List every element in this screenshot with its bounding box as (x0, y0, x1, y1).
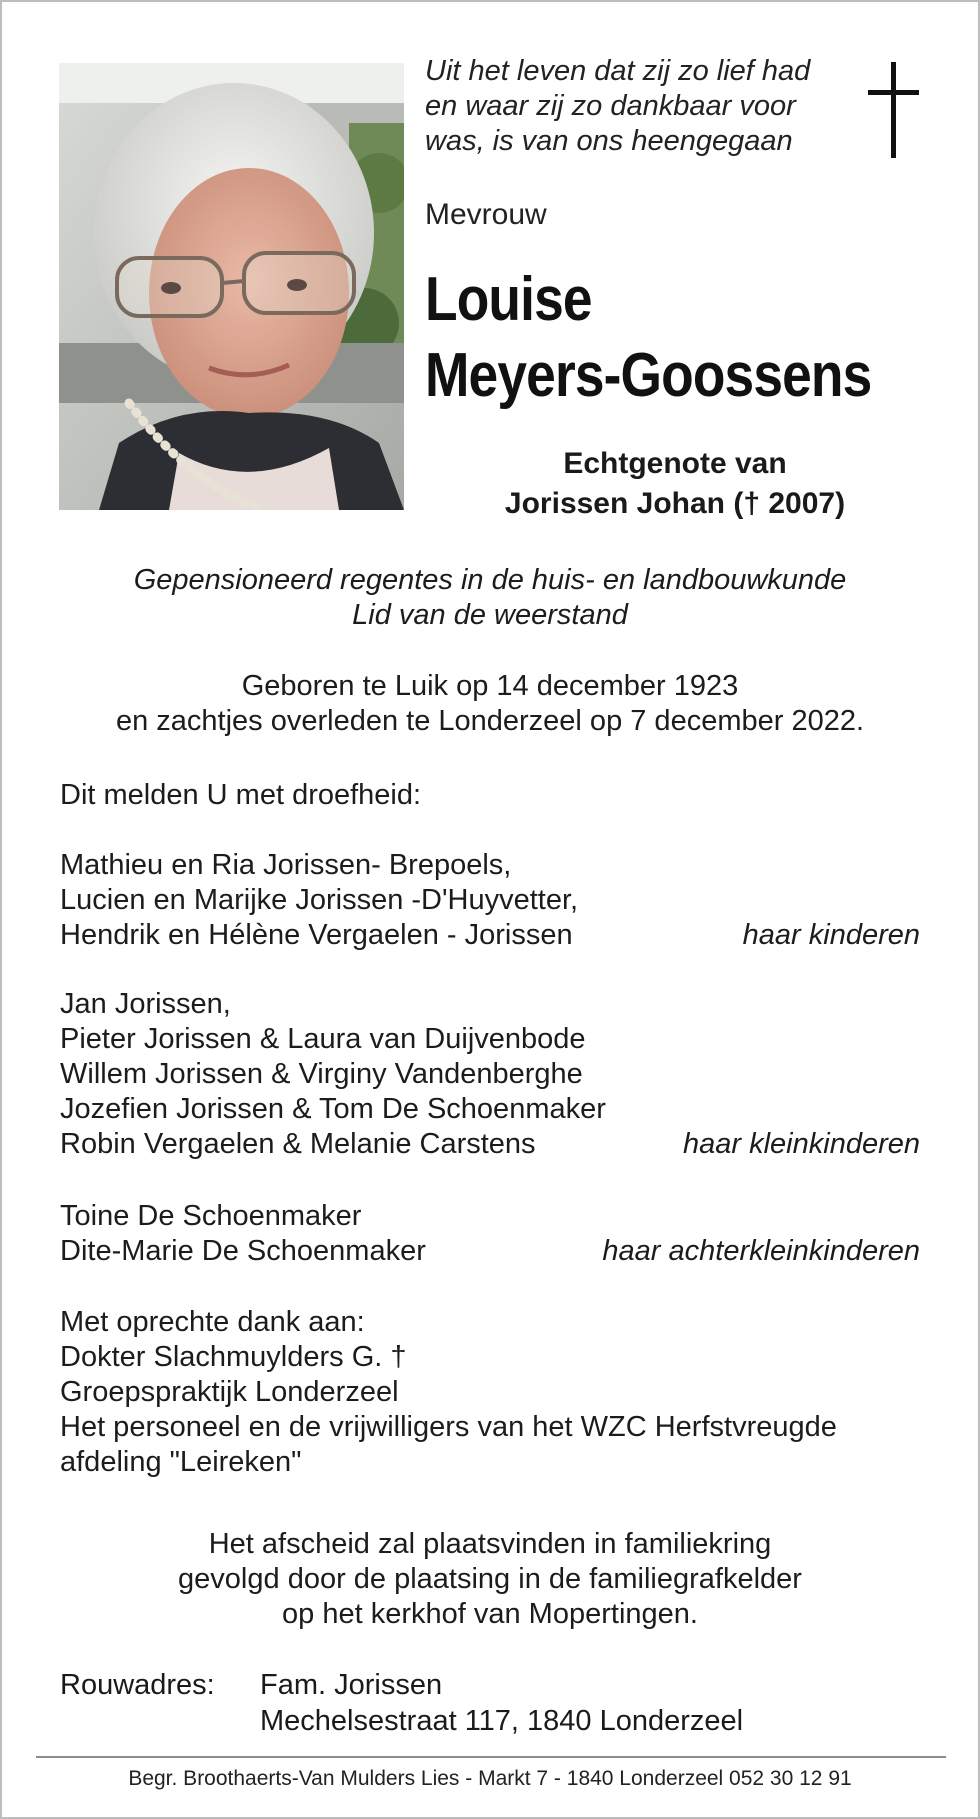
role-line: Gepensioneerd regentes in de huis- en landbouwkunde (133, 564, 847, 596)
roles-block (2, 563, 978, 633)
relation-label: haar achterkleinkinderen (602, 1235, 920, 1267)
name-last: Meyers-Goossens (425, 341, 872, 410)
family-member: Mathieu en Ria Jorissen- Brepoels, (60, 849, 512, 881)
relation-label: haar kinderen (742, 919, 920, 951)
role-line: Lid van de weerstand (352, 599, 628, 631)
family-member: Hendrik en Hélène Vergaelen - Jorissen haar kinderen (60, 919, 920, 951)
spouse-info (425, 444, 925, 524)
family-great-grandchildren (60, 1199, 920, 1269)
family-member: Jan Jorissen, (60, 988, 231, 1020)
thanks-line: afdeling "Leireken" (60, 1446, 302, 1478)
relation-label: haar kleinkinderen (683, 1128, 920, 1160)
family-member: Toine De Schoenmaker (60, 1200, 362, 1232)
thanks-line: Dokter Slachmuylders G. † (60, 1341, 407, 1373)
quote-line: en waar zij zo dankbaar voor (425, 90, 796, 122)
salutation: Mevrouw (425, 198, 547, 231)
thanks-line: Groepspraktijk Londerzeel (60, 1376, 399, 1408)
funeral-director-footer: Begr. Broothaerts-Van Mulders Lies - Markt 7 - 1840 Londerzeel 052 30 12 91 (128, 1767, 852, 1790)
farewell-line: op het kerkhof van Mopertingen. (282, 1598, 698, 1630)
farewell-line: Het afscheid zal plaatsvinden in familiekring (208, 1528, 772, 1560)
family-member: Pieter Jorissen & Laura van Duijvenbode (60, 1023, 586, 1055)
address-line: Fam. Jorissen (260, 1669, 443, 1701)
birth-line: Geboren te Luik op 14 december 1923 (241, 670, 739, 702)
dates-block (2, 669, 978, 739)
death-line: en zachtjes overleden te Londerzeel op 7 december 2022. (115, 705, 865, 737)
spouse-line: Echtgenote van (563, 447, 787, 480)
family-member: Dite-Marie De Schoenmaker haar achterkleinkinderen (60, 1235, 920, 1267)
footer-divider (36, 1756, 946, 1758)
cross-icon (862, 60, 924, 160)
address-line: Mechelsestraat 117, 1840 Londerzeel (260, 1705, 744, 1737)
address-label: Rouwadres: (60, 1669, 215, 1701)
farewell-line: gevolgd door de plaatsing in de familiegrafkelder (178, 1563, 802, 1595)
announce-text: Dit melden U met droefheid: (60, 779, 422, 811)
farewell-block (2, 1527, 978, 1632)
thanks-line: Met oprechte dank aan: (60, 1306, 365, 1338)
thanks-block (60, 1305, 920, 1480)
family-member: Willem Jorissen & Virginy Vandenberghe (60, 1058, 583, 1090)
name-first: Louise (425, 265, 592, 334)
portrait-photo (59, 63, 404, 510)
announce-line (60, 778, 920, 813)
mourning-address (60, 1667, 920, 1739)
thanks-line: Het personeel en de vrijwilligers van het WZC Herfstvreugde (60, 1411, 837, 1443)
quote-block (425, 54, 865, 159)
quote-line: Uit het leven dat zij zo lief had (425, 55, 811, 87)
family-member: Lucien en Marijke Jorissen -D'Huyvetter, (60, 884, 579, 916)
quote-line: was, is van ons heengegaan (425, 125, 793, 157)
deceased-name (425, 262, 944, 414)
family-grandchildren (60, 987, 920, 1162)
spouse-line: Jorissen Johan († 2007) (504, 487, 846, 520)
family-member: Robin Vergaelen & Melanie Carstens haar kleinkinderen (60, 1128, 920, 1160)
family-member: Jozefien Jorissen & Tom De Schoenmaker (60, 1093, 606, 1125)
family-children (60, 848, 920, 953)
